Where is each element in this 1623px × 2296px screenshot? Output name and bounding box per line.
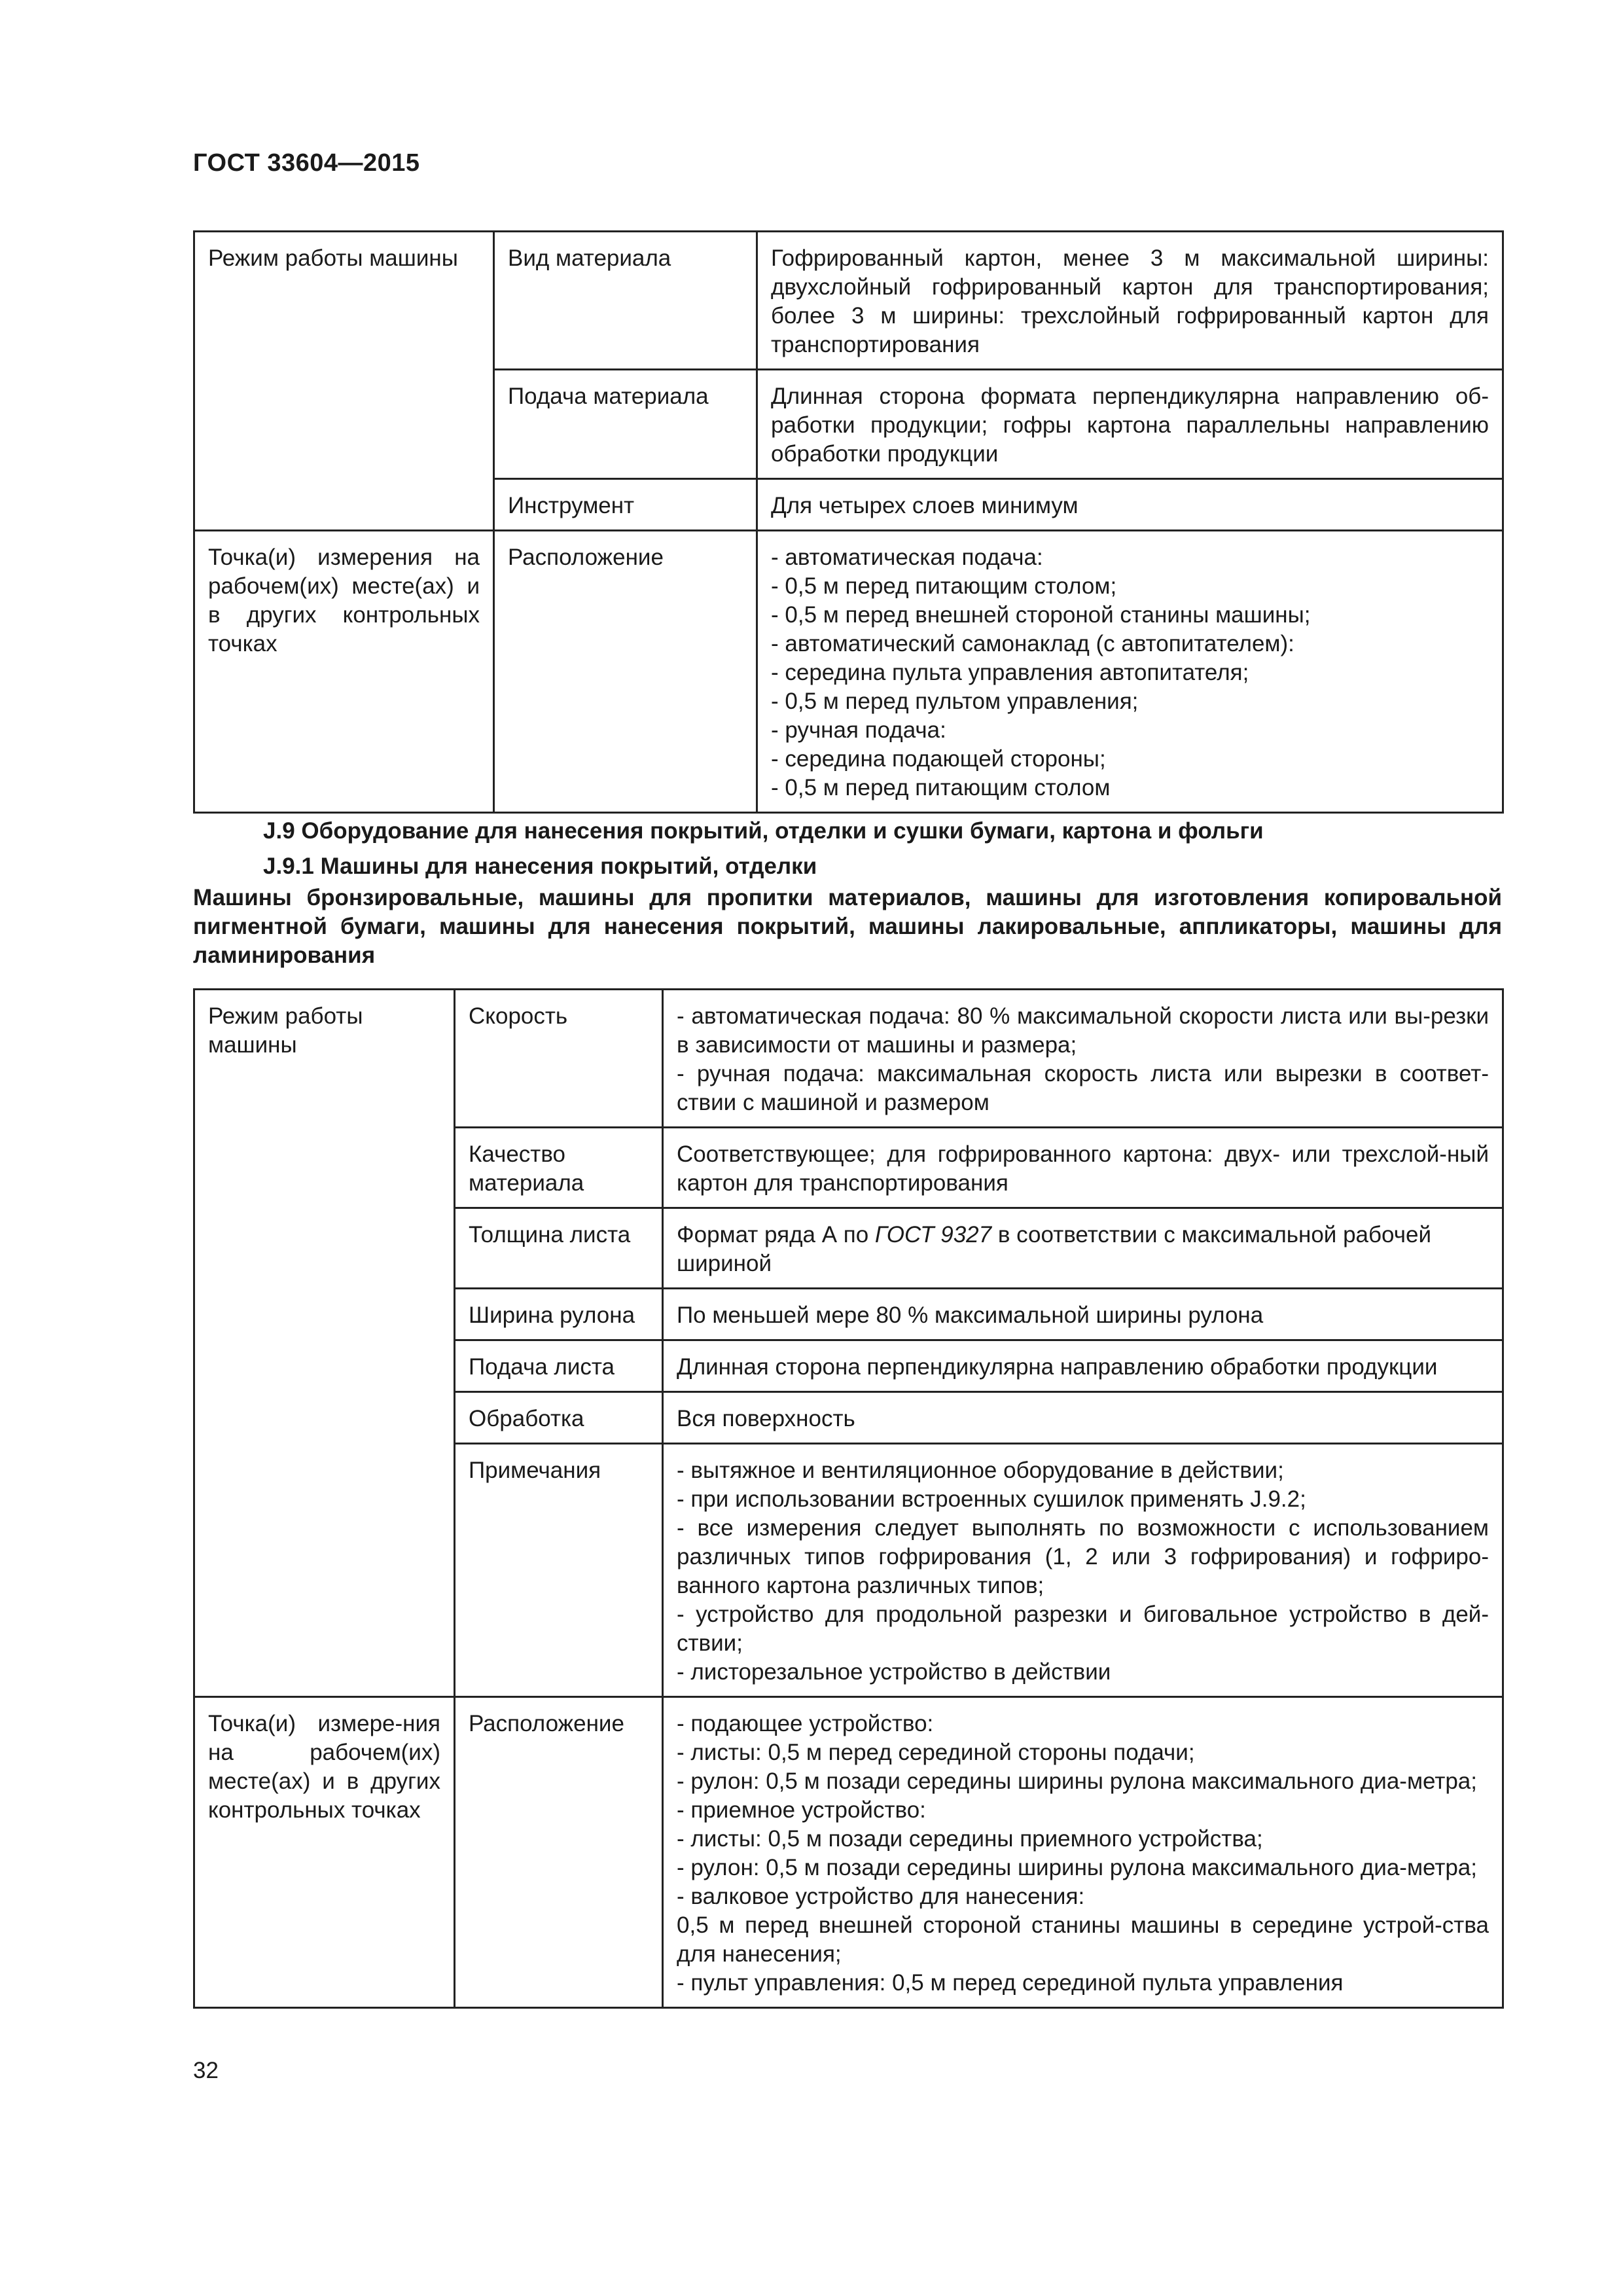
document-header: ГОСТ 33604—2015 (193, 149, 420, 177)
value-cell (757, 531, 1503, 813)
list-item: - все измерения следует выполнять по возможности с использованием различных типов гофрирования (1, 2 или 3 гофрирования) и гофриро-ванного картона различных типов; (677, 1515, 1489, 1598)
list-item: - середина подающей стороны; (771, 746, 1106, 772)
table-row (194, 1697, 1503, 2008)
list-item: - устройство для продольной разрезки и биговальное устройство в дей-ствии; (677, 1602, 1489, 1656)
section-heading-j9: J.9 Оборудование для нанесения покрытий, отделки и сушки бумаги, картона и фольги (263, 818, 1264, 844)
list-item: - середина пульта управления автопитателя; (771, 660, 1249, 685)
param-cell: Подача листа (455, 1340, 663, 1392)
value-cell: По меньшей мере 80 % максимальной ширины рулона (663, 1289, 1503, 1340)
value-prefix: Формат ряда А по (677, 1222, 875, 1247)
row-group-label: Точка(и) измере-ния на рабочем(их) месте(ах) и в других контрольных точках (194, 1697, 455, 2008)
list-item: - автоматическая подача: (771, 545, 1043, 570)
list-item: - 0,5 м перед питающим столом; (771, 573, 1117, 599)
list-item: - листы: 0,5 м перед серединой стороны подачи; (677, 1740, 1195, 1765)
list-item: - рулон: 0,5 м позади середины ширины рулона максимального диа-метра; (677, 1768, 1478, 1794)
list-item: - автоматическая подача: 80 % максимальной скорости листа или вы-резки в зависимости от машины и размера; (677, 1003, 1489, 1058)
table-row (194, 990, 1503, 1128)
param-cell: Расположение (494, 531, 757, 813)
list-item: - ручная подача: максимальная скорость листа или вырезки в соответ-ствии с машиной и размером (677, 1061, 1489, 1115)
list-item: - вытяжное и вентиляционное оборудование в действии; (677, 1458, 1284, 1483)
value-cell: Для четырех слоев минимум (757, 479, 1503, 531)
table-row (194, 531, 1503, 813)
param-cell: Инструмент (494, 479, 757, 531)
value-cell: Соответствующее; для гофрированного картона: двух- или трехслой-ный картон для транспортирования (663, 1128, 1503, 1208)
list-item: - листы: 0,5 м позади середины приемного устройства; (677, 1826, 1263, 1852)
value-cell: Вся поверхность (663, 1392, 1503, 1444)
list-item: - рулон: 0,5 м позади середины ширины рулона максимального диа-метра; (677, 1855, 1478, 1880)
list-item: - пульт управления: 0,5 м перед серединой пульта управления (677, 1970, 1344, 1996)
row-group-label: Режим работы машины (194, 990, 455, 1697)
param-cell: Ширина рулона (455, 1289, 663, 1340)
value-cell (663, 1444, 1503, 1697)
value-cell: Гофрированный картон, менее 3 м максимальной ширины: двухслойный гофрированный картон для транспортирования; более 3 м ширины: трехслойный гофрированный картон для транспортирования (757, 232, 1503, 370)
list-item: - приемное устройство: (677, 1797, 926, 1823)
table-machine-mode-2 (193, 988, 1504, 2009)
list-item: - при использовании встроенных сушилок применять J.9.2; (677, 1486, 1306, 1512)
value-cell (663, 990, 1503, 1128)
value-suffix: в соответствии с максимальной рабочей шириной (677, 1222, 1431, 1276)
standard-reference: ГОСТ 9327 (874, 1222, 992, 1247)
row-group-label: Режим работы машины (194, 232, 494, 531)
list-item: - ручная подача: (771, 717, 946, 743)
param-cell: Примечания (455, 1444, 663, 1697)
param-cell: Подача материала (494, 370, 757, 479)
list-item: - 0,5 м перед питающим столом (771, 775, 1111, 800)
value-cell (663, 1208, 1503, 1289)
list-item: - 0,5 м перед пультом управления; (771, 689, 1139, 714)
list-item: - листорезальное устройство в действии (677, 1659, 1111, 1685)
table-row (194, 232, 1503, 370)
list-item: 0,5 м перед внешней стороной станины машины в середине устрой-ства для нанесения; (677, 1912, 1489, 1967)
param-cell: Вид материала (494, 232, 757, 370)
param-cell: Расположение (455, 1697, 663, 2008)
row-group-label: Точка(и) измерения на рабочем(их) месте(ах) и в других контрольных точках (194, 531, 494, 813)
value-cell: Длинная сторона перпендикулярна направлению обработки продукции (663, 1340, 1503, 1392)
page-number: 32 (193, 2058, 219, 2083)
list-item: - подающее устройство: (677, 1711, 934, 1736)
param-cell: Скорость (455, 990, 663, 1128)
value-cell: Длинная сторона формата перпендикулярна направлению об-работки продукции; гофры картона параллельны направлению обработки продукции (757, 370, 1503, 479)
param-cell: Качество материала (455, 1128, 663, 1208)
param-cell: Толщина листа (455, 1208, 663, 1289)
table-machine-mode-1 (193, 230, 1504, 814)
list-item: - валковое устройство для нанесения: (677, 1884, 1085, 1909)
machines-list-heading: Машины бронзировальные, машины для пропитки материалов, машины для изготовления копировальной пигментной бумаги, машины для нанесения покрытий, машины лакировальные, аппликаторы, машины для ламинирования (193, 885, 1502, 968)
section-heading-j91: J.9.1 Машины для нанесения покрытий, отделки (263, 853, 817, 879)
list-item: - автоматический самонаклад (с автопитателем): (771, 631, 1294, 656)
list-item: - 0,5 м перед внешней стороной станины машины; (771, 602, 1311, 628)
value-cell (663, 1697, 1503, 2008)
param-cell: Обработка (455, 1392, 663, 1444)
